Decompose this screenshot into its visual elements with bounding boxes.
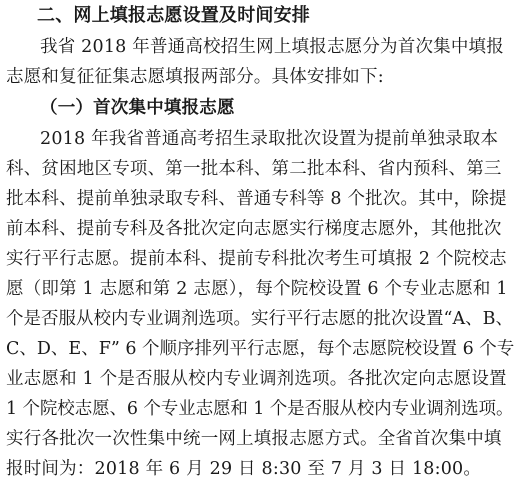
subsection-heading: （一）首次集中填报志愿 <box>40 98 235 118</box>
body-line: 批本科、提前单独录取专科、普通专科等 8 个批次。其中，除提 <box>6 189 507 209</box>
body-line: 前本科、提前专科及各批次定向志愿实行梯度志愿外，其他批次 <box>6 219 502 239</box>
body-line: 业志愿和 1 个是否服从校内专业调剂选项。各批次定向志愿设置 <box>6 369 507 389</box>
body-line: C、D、E、F” 6 个顺序排列平行志愿，每个志愿院校设置 6 个专 <box>6 339 515 359</box>
section-heading: 二、网上填报志愿设置及时间安排 <box>37 5 310 26</box>
body-line: 1 个院校志愿、6 个专业志愿和 1 个是否服从校内专业调剂选项。 <box>6 399 514 419</box>
body-line: 科、贫困地区专项、第一批本科、第二批本科、省内预科、第三 <box>6 159 502 179</box>
body-line: 2018 年我省普通高考招生录取批次设置为提前单独录取本 <box>40 129 499 149</box>
intro-line: 志愿和复征征集志愿填报两部分。具体安排如下: <box>6 67 384 87</box>
body-line: 愿（即第 1 志愿和第 2 志愿），每个院校设置 6 个专业志愿和 1 <box>6 279 508 299</box>
body-line: 实行平行志愿。提前本科、提前专科批次考生可填报 2 个院校志 <box>6 249 507 269</box>
body-line: 个是否服从校内专业调剂选项。实行平行志愿的批次设置“A、B、 <box>6 309 513 329</box>
body-line: 实行各批次一次性集中统一网上填报志愿方式。全省首次集中填 <box>6 429 502 449</box>
body-line: 报时间为：2018 年 6 月 29 日 8:30 至 7 月 3 日 18:00。 <box>6 459 482 479</box>
intro-line: 我省 2018 年普通高校招生网上填报志愿分为首次集中填报 <box>40 37 504 57</box>
